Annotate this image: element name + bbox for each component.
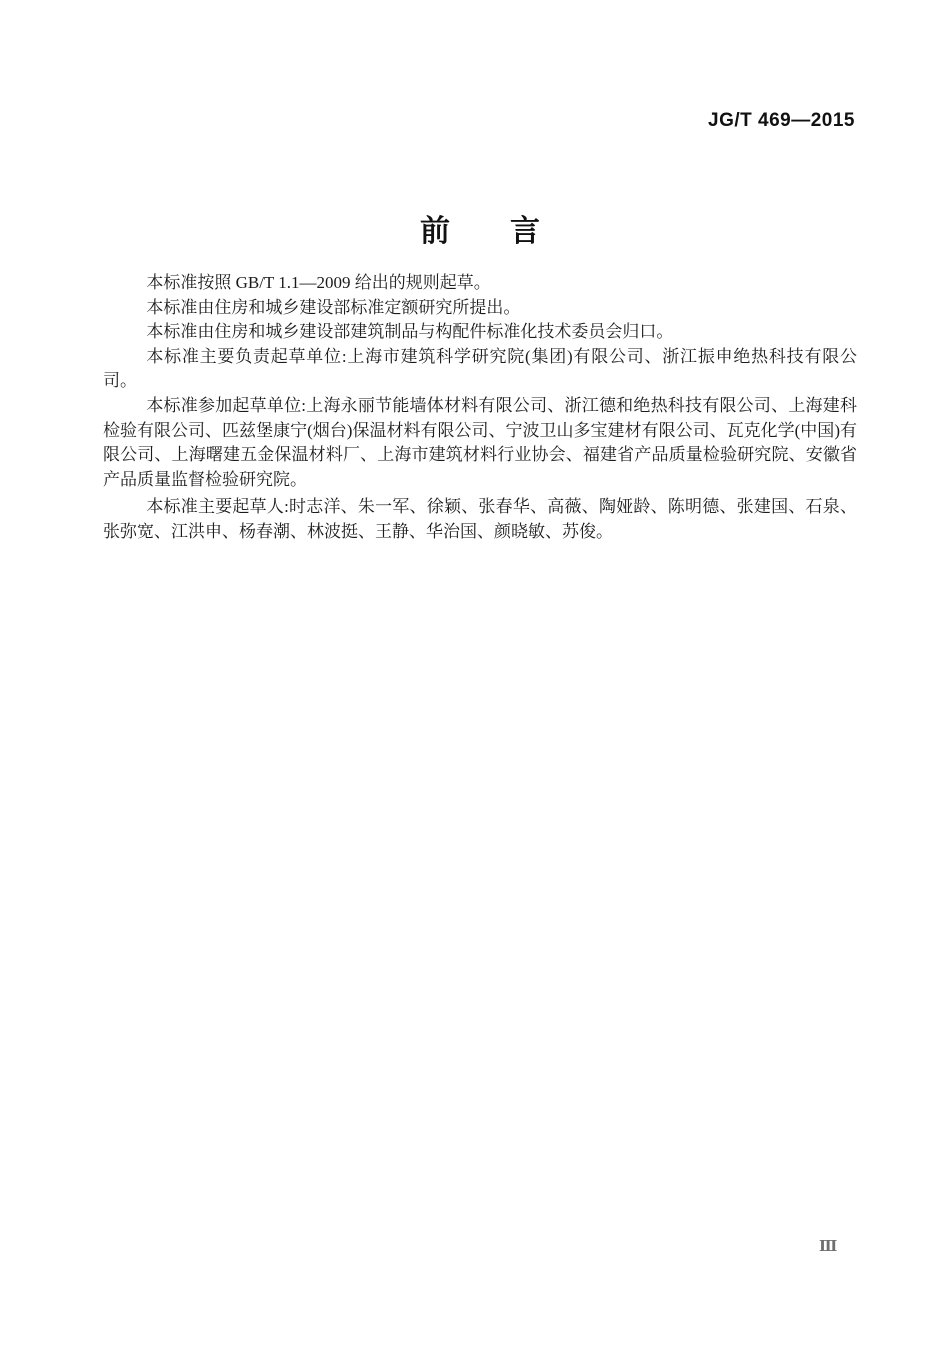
foreword-paragraph: 本标准主要负责起草单位:上海市建筑科学研究院(集团)有限公司、浙江振申绝热科技有限公司。 bbox=[103, 346, 857, 391]
foreword-paragraph: 本标准主要起草人:时志洋、朱一军、徐颖、张春华、高薇、陶娅龄、陈明德、张建国、石泉、张弥宽、江洪申、杨春潮、林波挺、王静、华治国、颜晓敏、苏俊。 bbox=[103, 497, 857, 541]
document-code: JG/T 469—2015 bbox=[708, 110, 855, 131]
page-title: 前 言 bbox=[420, 215, 540, 249]
foreword-paragraph: 本标准按照 GB/T 1.1—2009 给出的规则起草。 bbox=[146, 273, 491, 292]
foreword-body bbox=[103, 271, 857, 545]
foreword-paragraph: 本标准参加起草单位:上海永丽节能墙体材料有限公司、浙江德和绝热科技有限公司、上海建科检验有限公司、匹兹堡康宁(烟台)保温材料有限公司、宁波卫山多宝建材有限公司、瓦克化学(中国)有限公司、上海曙建五金保温材料厂、上海市建筑材料行业协会、福建省产品质量检验研究院、安徽省产品质量监督检验研究院。 bbox=[103, 395, 857, 489]
page-number: Ⅲ bbox=[819, 1239, 839, 1255]
foreword-paragraph: 本标准由住房和城乡建设部标准定额研究所提出。 bbox=[146, 297, 521, 317]
foreword-paragraph: 本标准由住房和城乡建设部建筑制品与构配件标准化技术委员会归口。 bbox=[146, 322, 674, 342]
